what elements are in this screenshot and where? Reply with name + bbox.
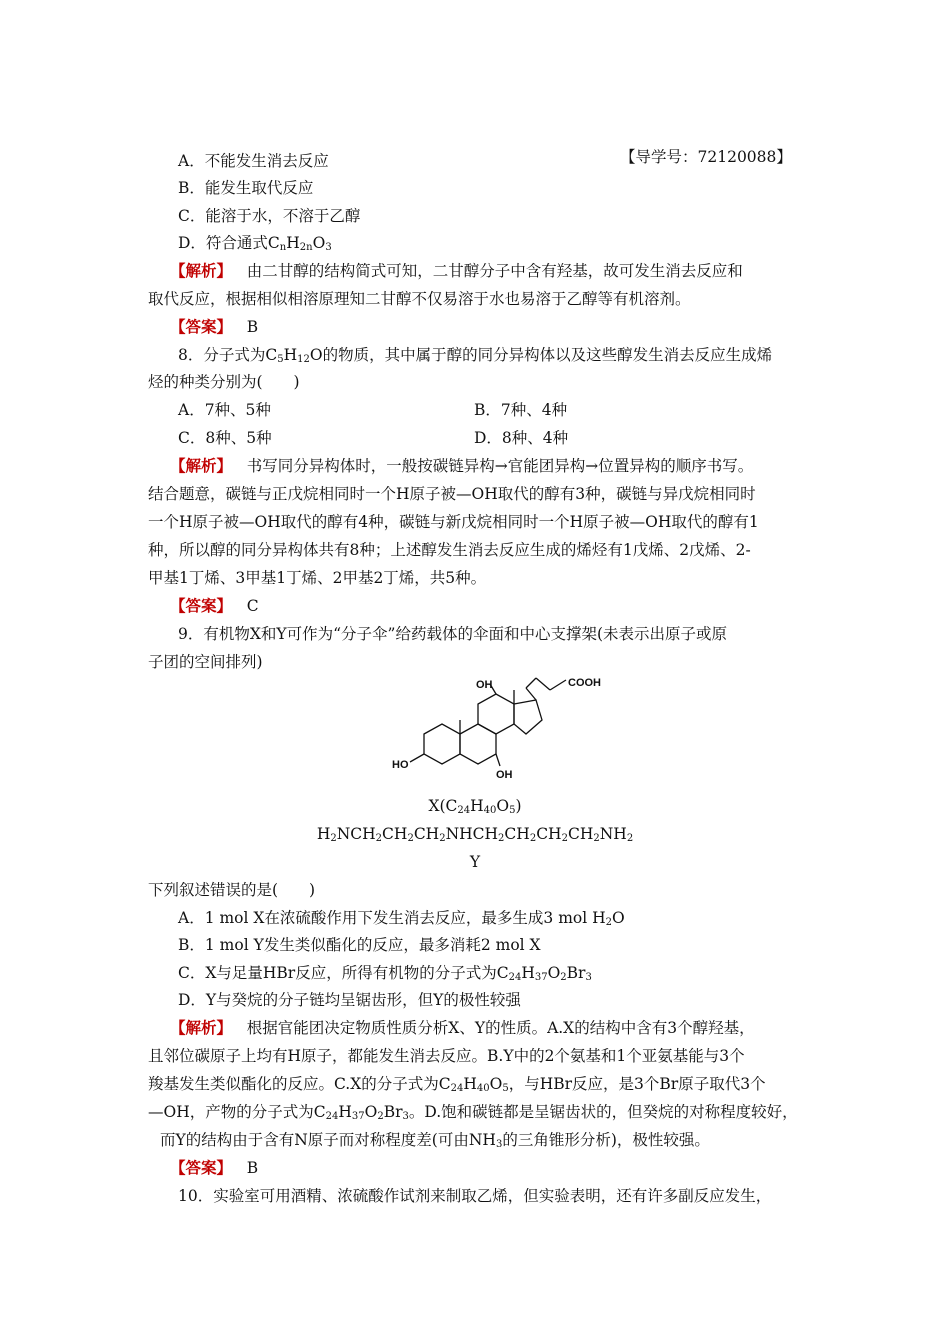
q9-question: 下列叙述错误的是( ) bbox=[148, 881, 316, 899]
q7-option-a: A．不能发生消去反应 bbox=[178, 152, 329, 170]
q7-option-d: D．符合通式$C_nH_{2n}O_3$ bbox=[178, 234, 332, 253]
q7-option-c: C．能溶于水，不溶于乙醇 bbox=[178, 207, 361, 225]
answer-tag: 【答案】 bbox=[170, 1158, 233, 1177]
q8-analysis-line1: 【解析】 书写同分异构体时，一般按碳链异构→官能团异构→位置异构的顺序书写。 bbox=[170, 456, 754, 475]
q9-option-a: A．1 mol X在浓硫酸作用下发生消去反应，最多生成3 mol $H_2O$ bbox=[178, 909, 625, 928]
analysis-tag: 【解析】 bbox=[170, 1018, 233, 1037]
q8-analysis-line5: 甲基1丁烯、3甲基1丁烯、2甲基2丁烯，共5种。 bbox=[148, 569, 487, 587]
q8-analysis-line4: 种，所以醇的同分异构体共有8种；上述醇发生消去反应生成的烯烃有1戊烯、2戊烯、2- bbox=[148, 541, 751, 559]
q8-stem-line2: 烃的种类分别为( ) bbox=[148, 373, 300, 391]
q7-answer: 【答案】 B bbox=[170, 317, 259, 336]
q8-stem-line1: 8．分子式为$C_5H_{12}O$的物质，其中属于醇的同分异构体以及这些醇发生消去反应生成烯 bbox=[178, 346, 773, 365]
oh-label-top: OH bbox=[476, 679, 493, 691]
ho-label-left: HO bbox=[392, 759, 409, 771]
q8-option-d: D．8种、4种 bbox=[474, 429, 569, 447]
q9-analysis-line5: 而Y的结构由于含有N原子而对称程度差(可由$NH_3$的三角锥形分析)，极性较强。 bbox=[160, 1131, 710, 1150]
x-formula-label: $X(C_{24}H_{40}O_5)$ bbox=[428, 797, 522, 816]
q8-option-b: B．7种、4种 bbox=[474, 401, 568, 419]
q9-option-d: D．Y与癸烷的分子链均呈锯齿形，但Y的极性较强 bbox=[178, 991, 521, 1009]
answer-tag: 【答案】 bbox=[170, 596, 233, 615]
q8-analysis-line2: 结合题意，碳链与正戊烷相同时一个H原子被—OH取代的醇有3种，碳链与异戊烷相同时 bbox=[148, 485, 756, 503]
q7-analysis-line1: 【解析】 由二甘醇的结构简式可知，二甘醇分子中含有羟基，故可发生消去反应和 bbox=[170, 261, 743, 280]
q9-answer: 【答案】 B bbox=[170, 1158, 259, 1177]
q8-analysis-line3: 一个H原子被—OH取代的醇有4种，碳链与新戊烷相同时一个H原子被—OH取代的醇有1 bbox=[148, 513, 759, 531]
q9-analysis-line4: —OH，产物的分子式为$C_{24}H_{37}O_2Br_3$。D.饱和碳链都是呈锯齿状的，但癸烷的对称程度较好， bbox=[148, 1103, 798, 1122]
oh-label-bottom: OH bbox=[496, 769, 513, 781]
analysis-tag: 【解析】 bbox=[170, 456, 233, 475]
q9-stem-line2: 子团的空间排列) bbox=[148, 653, 263, 671]
answer-tag: 【答案】 bbox=[170, 317, 233, 336]
q9-stem-line1: 9．有机物X和Y可作为“分子伞”给药载体的伞面和中心支撑架(未表示出原子或原 bbox=[178, 625, 728, 643]
y-label: Y bbox=[469, 853, 481, 871]
steroid-structure-diagram bbox=[380, 676, 610, 788]
guide-number: 【导学号：72120088】 bbox=[620, 148, 792, 166]
q8-option-a: A．7种、5种 bbox=[178, 401, 271, 419]
y-formula: $H_2NCH_2CH_2CH_2NHCH_2CH_2CH_2CH_2NH_2$ bbox=[316, 825, 634, 844]
q7-analysis-line2: 取代反应，根据相似相溶原理知二甘醇不仅易溶于水也易溶于乙醇等有机溶剂。 bbox=[148, 290, 691, 308]
q9-analysis-line1: 【解析】 根据官能团决定物质性质分析X、Y的性质。A.X的结构中含有3个醇羟基， bbox=[170, 1018, 755, 1037]
q8-answer: 【答案】 C bbox=[170, 596, 259, 615]
cooh-label: COOH bbox=[568, 677, 601, 689]
q9-analysis-line3: 羧基发生类似酯化的反应。C.X的分子式为$C_{24}H_{40}O_5$，与HBr反应，是3个Br原子取代3个 bbox=[148, 1075, 766, 1094]
q9-option-c: C．X与足量HBr反应，所得有机物的分子式为$C_{24}H_{37}O_2Br_3$ bbox=[178, 964, 592, 983]
q7-option-b: B．能发生取代反应 bbox=[178, 179, 314, 197]
q10-stem-line1: 10．实验室可用酒精、浓硫酸作试剂来制取乙烯，但实验表明，还有许多副反应发生， bbox=[178, 1187, 772, 1205]
q9-option-b: B．1 mol Y发生类似酯化的反应，最多消耗2 mol X bbox=[178, 936, 541, 954]
analysis-tag: 【解析】 bbox=[170, 261, 233, 280]
q9-analysis-line2: 且邻位碳原子上均有H原子，都能发生消去反应。B.Y中的2个氨基和1个亚氨基能与3个 bbox=[148, 1047, 745, 1065]
q8-option-c: C．8种、5种 bbox=[178, 429, 272, 447]
